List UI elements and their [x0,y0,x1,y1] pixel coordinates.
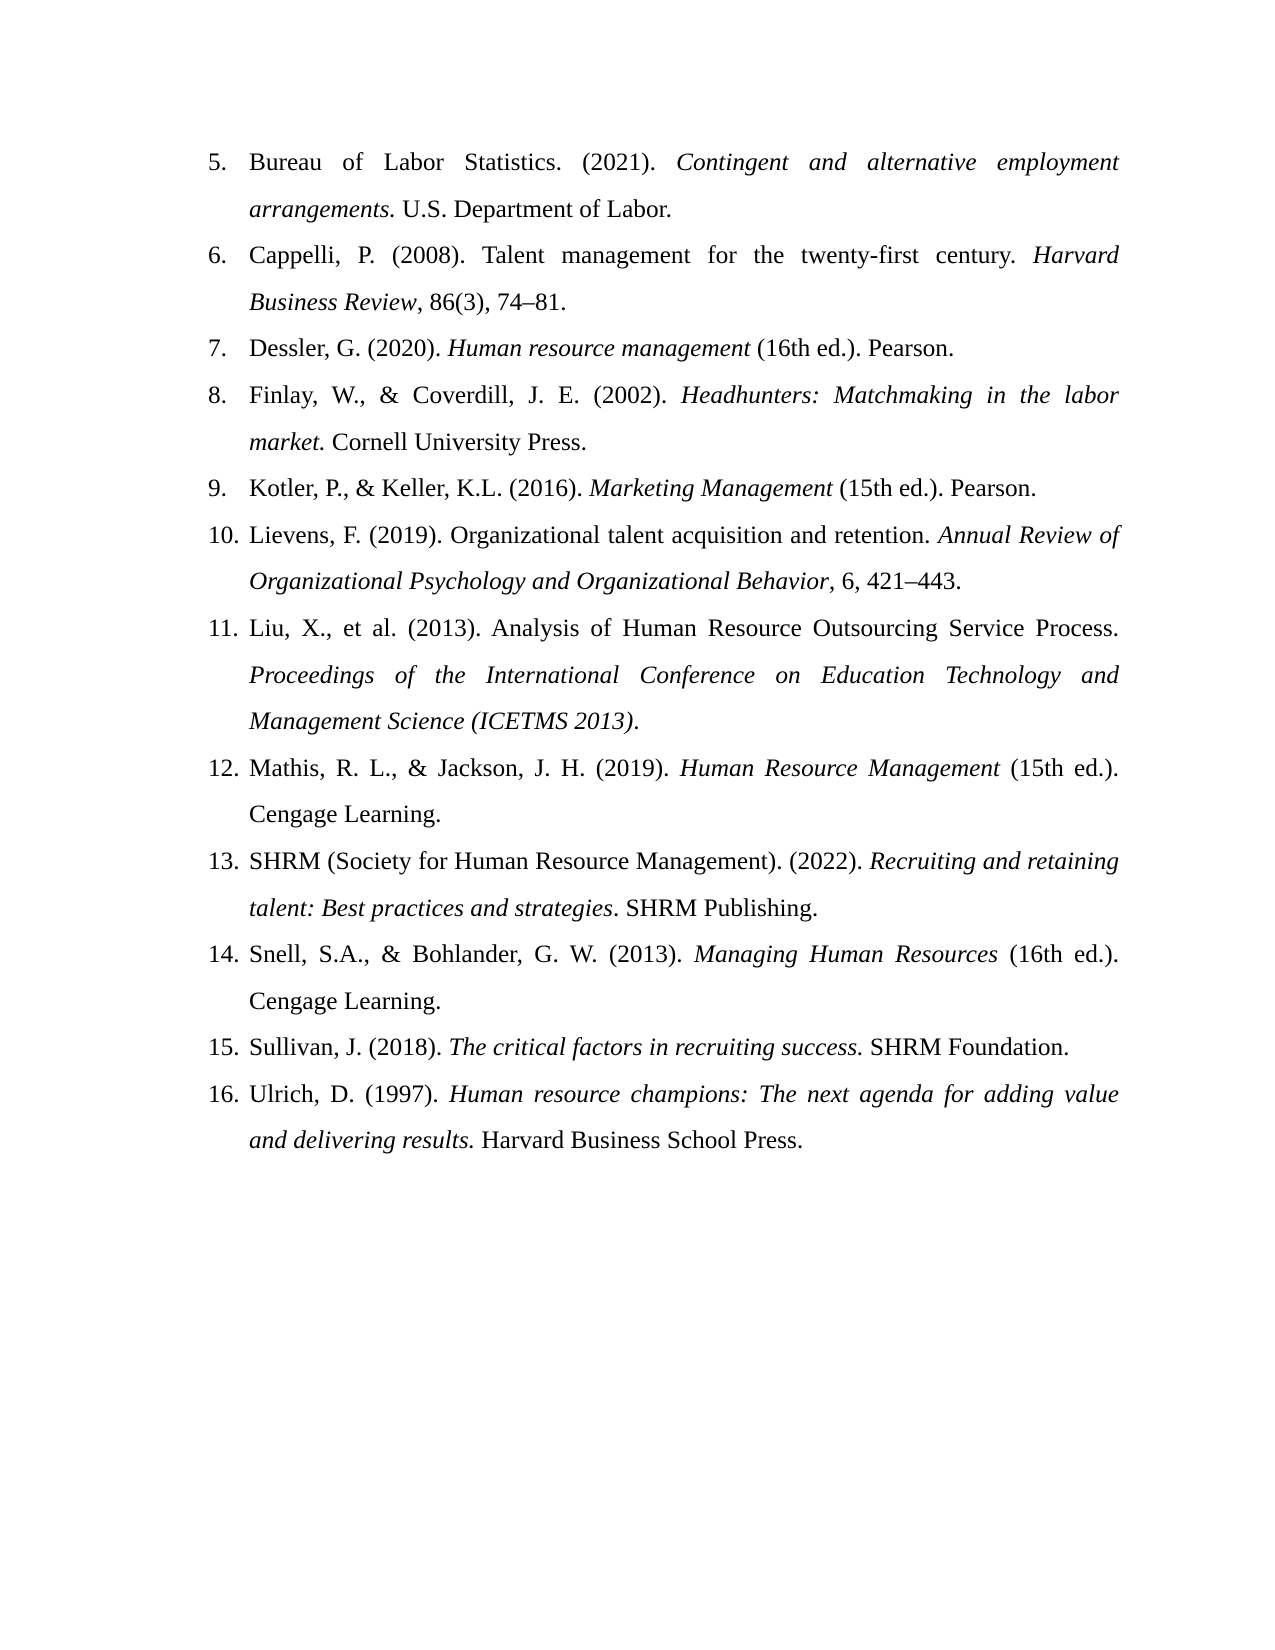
reference-list [208,139,1119,1164]
reference-text-segment: Cappelli, P. (2008). Talent management for the twenty-first century. [249,241,1033,270]
reference-number: 14. [208,940,240,969]
reference-item [208,1071,1119,1164]
reference-item [208,605,1119,745]
reference-text [249,325,1119,372]
reference-title-italic: Marketing Management [589,474,833,503]
reference-item [208,465,1119,512]
reference-number: 6. [208,241,227,270]
reference-text [249,232,1119,325]
reference-text-segment: Lievens, F. (2019). Organizational talent acquisition and retention. [249,520,939,549]
reference-text-segment: Dessler, G. (2020). [249,334,448,363]
reference-text-segment: Sullivan, J. (2018). [249,1033,449,1062]
reference-text-segment: Liu, X., et al. (2013). Analysis of Human Resource Outsourcing Service Process. [249,613,1119,642]
reference-text-segment: Mathis, R. L., & Jackson, J. H. (2019). [249,753,680,782]
reference-text-segment: Snell, S.A., & Bohlander, G. W. (2013). [249,940,694,969]
reference-text-segment: . SHRM Publishing. [612,893,819,922]
reference-text-segment: (16th ed.). Pearson. [750,334,955,363]
reference-text [249,512,1119,605]
reference-text-segment: (16th ed.). Cengage Learning. [249,940,1120,1015]
reference-number: 5. [208,148,227,176]
reference-text-segment: SHRM Foundation. [863,1033,1070,1062]
reference-text-segment: Finlay, W., & Coverdill, J. E. (2002). [249,380,681,409]
reference-title-italic: Human resource champions: The next agenda for adding value and delivering results. [249,1079,1119,1155]
reference-item [208,325,1119,372]
reference-item [208,372,1119,465]
reference-text [249,372,1119,465]
reference-text-segment: SHRM (Society for Human Resource Management). (2022). [249,846,870,875]
reference-item [208,1024,1119,1071]
reference-item [208,838,1119,931]
reference-title-italic: Managing Human Resources [693,940,999,969]
reference-text-segment: Cornell University Press. [325,427,587,456]
reference-title-italic: Harvard Business Review [249,241,1119,316]
reference-text [249,931,1119,1024]
reference-text [249,1071,1119,1164]
reference-number: 11. [208,613,239,642]
reference-text-segment: (15th ed.). Pearson. [832,474,1037,503]
reference-title-italic: Headhunters: Matchmaking in the labor market. [249,380,1119,456]
reference-number: 9. [208,474,227,503]
reference-number: 16. [208,1079,240,1108]
reference-text-segment: , 6, 421–443. [828,567,962,596]
reference-title-italic: Proceedings of the International Conference on Education Technology and Management Science (ICETMS 2013) [249,660,1119,736]
reference-title-italic: Human resource management [447,334,751,363]
reference-text [249,745,1119,838]
reference-text-segment: , 86(3), 74–81. [416,287,567,316]
reference-text-segment: (15th ed.). Cengage Learning. [249,753,1120,829]
reference-item [208,931,1119,1024]
reference-number: 15. [208,1033,240,1062]
reference-text-segment: . [633,707,640,736]
reference-item [208,232,1119,325]
reference-text-segment: Ulrich, D. (1997). [249,1079,449,1108]
reference-title-italic: Annual Review of Organizational Psychology and Organizational Behavior [249,520,1119,596]
reference-text-segment: U.S. Department of Labor. [395,194,672,223]
reference-text-segment: Kotler, P., & Keller, K.L. (2016). [249,474,590,503]
reference-title-italic: The critical factors in recruiting success. [448,1033,864,1062]
reference-text-segment: Harvard Business School Press. [475,1126,804,1155]
reference-number: 12. [208,753,240,782]
reference-item [208,139,1119,232]
reference-number: 10. [208,520,240,549]
reference-title-italic: Human Resource Management [679,753,1001,782]
reference-number: 8. [208,380,227,409]
reference-number: 13. [208,846,240,875]
reference-text [249,1024,1119,1071]
reference-title-italic: Recruiting and retaining talent: Best practices and strategies [249,846,1119,922]
reference-item [208,512,1119,605]
reference-number: 7. [208,334,227,363]
reference-item [208,745,1119,838]
reference-title-italic: Contingent and alternative employment arrangements. [249,148,1119,223]
reference-text [249,838,1119,931]
reference-text [249,139,1119,232]
reference-text [249,605,1119,745]
reference-text-segment: Bureau of Labor Statistics. (2021). [249,148,677,176]
reference-text [249,465,1119,512]
